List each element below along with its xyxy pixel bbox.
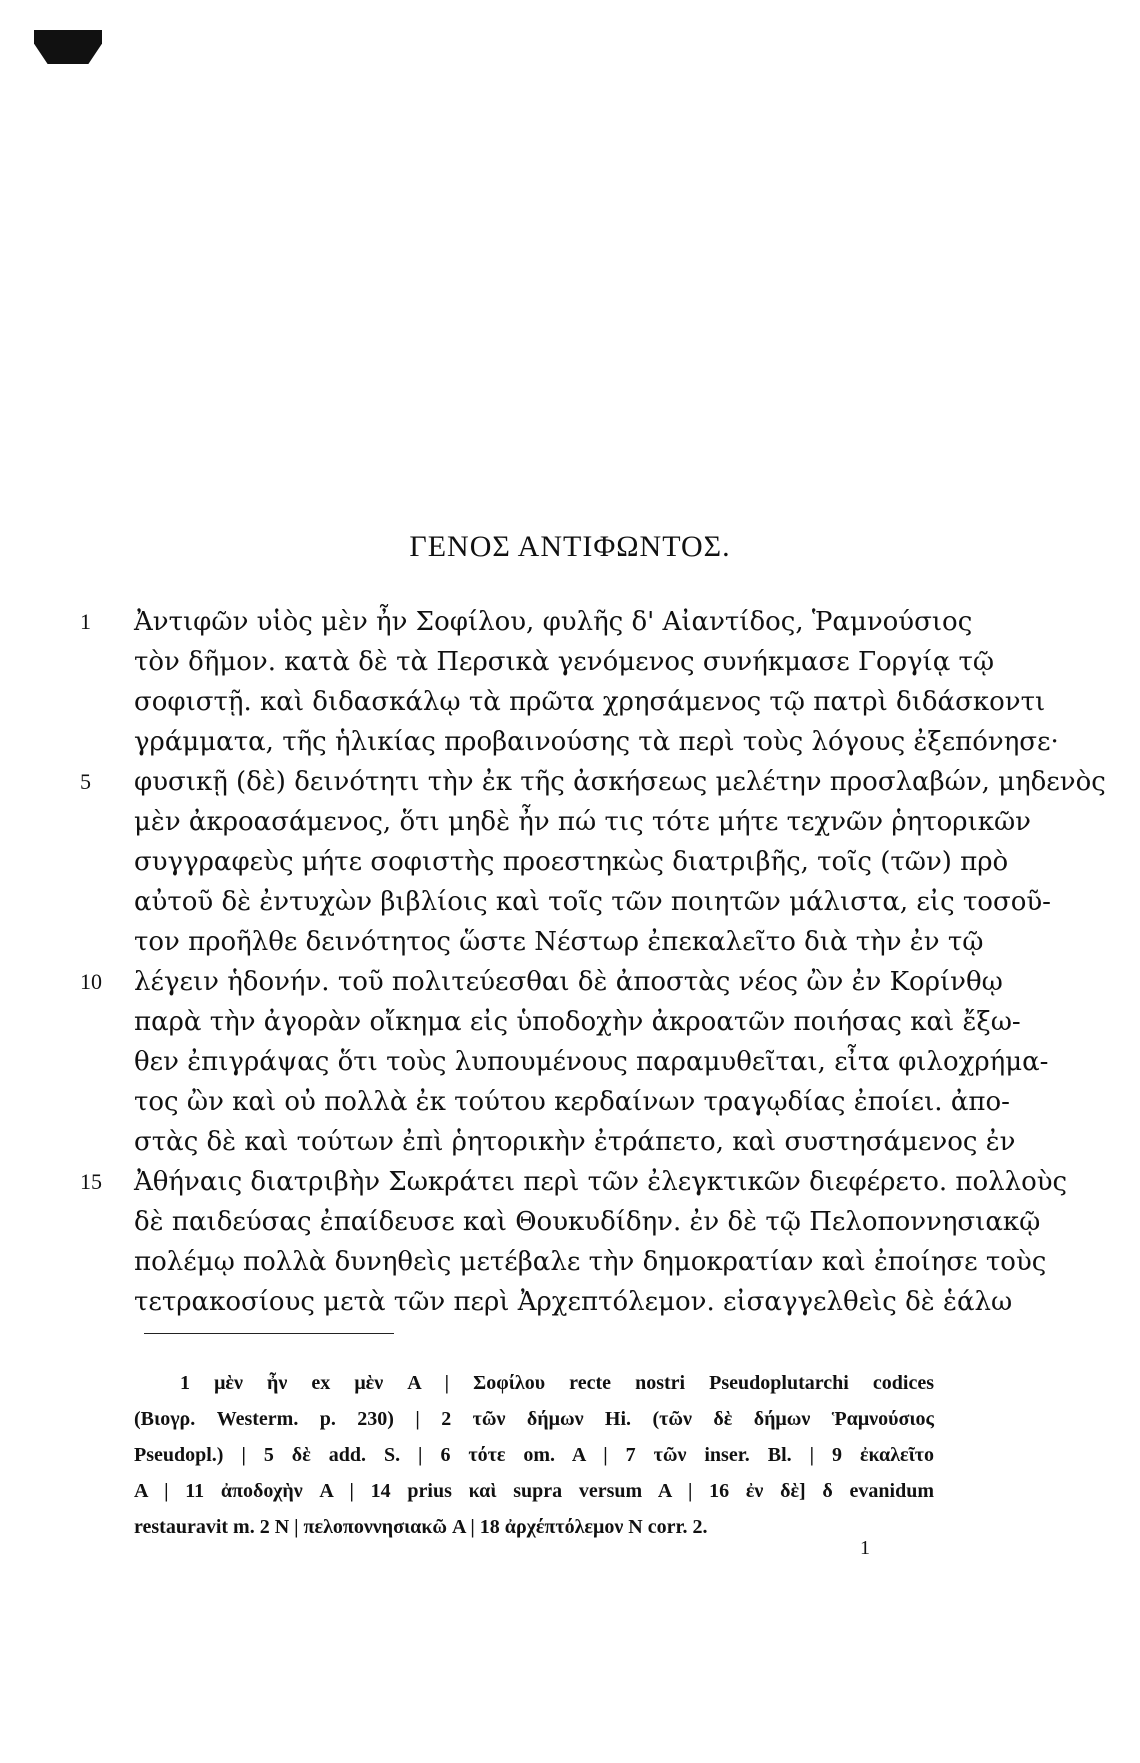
line-text: γράμματα, τῆς ἡλικίας προβαινούσης τὰ περὶ τοὺς λόγους ἐξεπόνησε· <box>134 727 1059 757</box>
text-line <box>0 1042 1140 1082</box>
text-line <box>0 1202 1140 1242</box>
line-text: αὐτοῦ δὲ ἐντυχὼν βιβλίοις καὶ τοῖς τῶν ποιητῶν μάλιστα, εἰς τοσοῦ- <box>134 887 1051 917</box>
line-number: 5 <box>80 769 91 794</box>
footnote-rule <box>144 1333 394 1334</box>
page-number: 1 <box>860 1537 870 1559</box>
line-text: θεν ἐπιγράψας ὅτι τοὺς λυπουμένους παραμυθεῖται, εἶτα φιλοχρήμα- <box>134 1047 1049 1077</box>
line-number <box>80 1042 126 1082</box>
line-text: λέγειν ἡδονήν. τοῦ πολιτεύεσθαι δὲ ἀποστὰς νέος ὢν ἐν Κορίνθῳ <box>134 967 1003 997</box>
line-number <box>80 1282 126 1322</box>
line-number <box>80 802 126 842</box>
footnote-line: A | 11 ἀποδοχὴν A | 14 prius καὶ supra versum A | 16 ἐν δὲ] δ evanidum <box>134 1480 934 1502</box>
footnote-line: (Βιογρ. Westerm. p. 230) | 2 τῶν δήμων Hi. (τῶν δὲ δήμων Ῥαμνούσιος <box>134 1408 934 1430</box>
text-line <box>0 602 1140 642</box>
line-number <box>80 1002 126 1042</box>
text-line <box>0 802 1140 842</box>
page-title: ΓΕΝΟΣ ΑΝΤΙΦΩΝΤΟΣ. <box>409 530 731 563</box>
text-line <box>0 762 1140 802</box>
line-number: 15 <box>80 1169 102 1194</box>
line-number <box>80 1242 126 1282</box>
line-text: συγγραφεὺς μήτε σοφιστὴς προεστηκὼς διατριβῆς, τοῖς (τῶν) πρὸ <box>134 847 1009 877</box>
line-text: τον προῆλθε δεινότητος ὥστε Νέστωρ ἐπεκαλεῖτο διὰ τὴν ἐν τῷ <box>134 927 984 957</box>
line-text: τος ὢν καὶ οὐ πολλὰ ἐκ τούτου κερδαίνων τραγῳδίας ἐποίει. ἀπο- <box>134 1087 1010 1117</box>
line-number <box>80 722 126 762</box>
line-number <box>80 842 126 882</box>
text-line <box>0 1002 1140 1042</box>
text-line <box>0 842 1140 882</box>
text-line <box>0 1082 1140 1122</box>
line-number <box>80 642 126 682</box>
line-number <box>80 682 126 722</box>
line-text: μὲν ἀκροασάμενος, ὅτι μηδὲ ἦν πώ τις τότε μήτε τεχνῶν ῥητορικῶν <box>134 807 1031 837</box>
footnote-line: Pseudopl.) | 5 δὲ add. S. | 6 τότε om. A | 7 τῶν inser. Bl. | 9 ἐκαλεῖτο <box>134 1444 934 1466</box>
line-text: τὸν δῆμον. κατὰ δὲ τὰ Περσικὰ γενόμενος συνήκμασε Γοργίᾳ τῷ <box>134 647 995 677</box>
line-text: στὰς δὲ καὶ τούτων ἐπὶ ῥητορικὴν ἐτράπετο, καὶ συστησάμενος ἐν <box>134 1127 1016 1157</box>
text-line <box>0 642 1140 682</box>
line-number: 10 <box>80 969 102 994</box>
footnote-line: restauravit m. 2 N | πελοποννησιακῶ A | 18 ἀρχέπτόλεμον N corr. 2. <box>134 1516 708 1538</box>
line-number <box>80 1082 126 1122</box>
line-text: Ἀθήναις διατριβὴν Σωκράτει περὶ τῶν ἐλεγκτικῶν διεφέρετο. πολλοὺς <box>134 1167 1068 1197</box>
line-text: φυσικῇ (δὲ) δεινότητι τὴν ἐκ τῆς ἀσκήσεως μελέτην προσλαβών, μηδενὸς <box>134 767 1106 797</box>
text-line <box>0 1282 1140 1322</box>
text-line <box>0 882 1140 922</box>
line-number <box>80 1202 126 1242</box>
line-text: παρὰ τὴν ἀγορὰν οἴκημα εἰς ὑποδοχὴν ἀκροατῶν ποιήσας καὶ ἔξω- <box>134 1007 1021 1037</box>
line-number: 1 <box>80 609 91 634</box>
line-text: Ἀντιφῶν υἱὸς μὲν ἦν Σοφίλου, φυλῆς δ' Αἰαντίδος, Ῥαμνούσιος <box>134 607 973 637</box>
text-line <box>0 1122 1140 1162</box>
text-line <box>0 962 1140 1002</box>
text-line <box>0 682 1140 722</box>
footnote-line: 1 μὲν ἦν ex μὲν A | Σοφίλου recte nostri Pseudoplutarchi codices <box>180 1372 934 1394</box>
text-line <box>0 922 1140 962</box>
line-number <box>80 1122 126 1162</box>
scan-corner-mark <box>34 30 102 64</box>
line-number <box>80 882 126 922</box>
line-text: σοφιστῇ. καὶ διδασκάλῳ τὰ πρῶτα χρησάμενος τῷ πατρὶ διδάσκοντι <box>134 687 1046 717</box>
line-text: δὲ παιδεύσας ἐπαίδευσε καὶ Θουκυδίδην. ἐν δὲ τῷ Πελοποννησιακῷ <box>134 1207 1041 1237</box>
text-line <box>0 1242 1140 1282</box>
line-number <box>80 922 126 962</box>
text-line <box>0 722 1140 762</box>
line-text: πολέμῳ πολλὰ δυνηθεὶς μετέβαλε τὴν δημοκρατίαν καὶ ἐποίησε τοὺς <box>134 1247 1047 1277</box>
text-line <box>0 1162 1140 1202</box>
line-text: τετρακοσίους μετὰ τῶν περὶ Ἀρχεπτόλεμον. εἰσαγγελθεὶς δὲ ἑάλω <box>134 1287 1013 1317</box>
